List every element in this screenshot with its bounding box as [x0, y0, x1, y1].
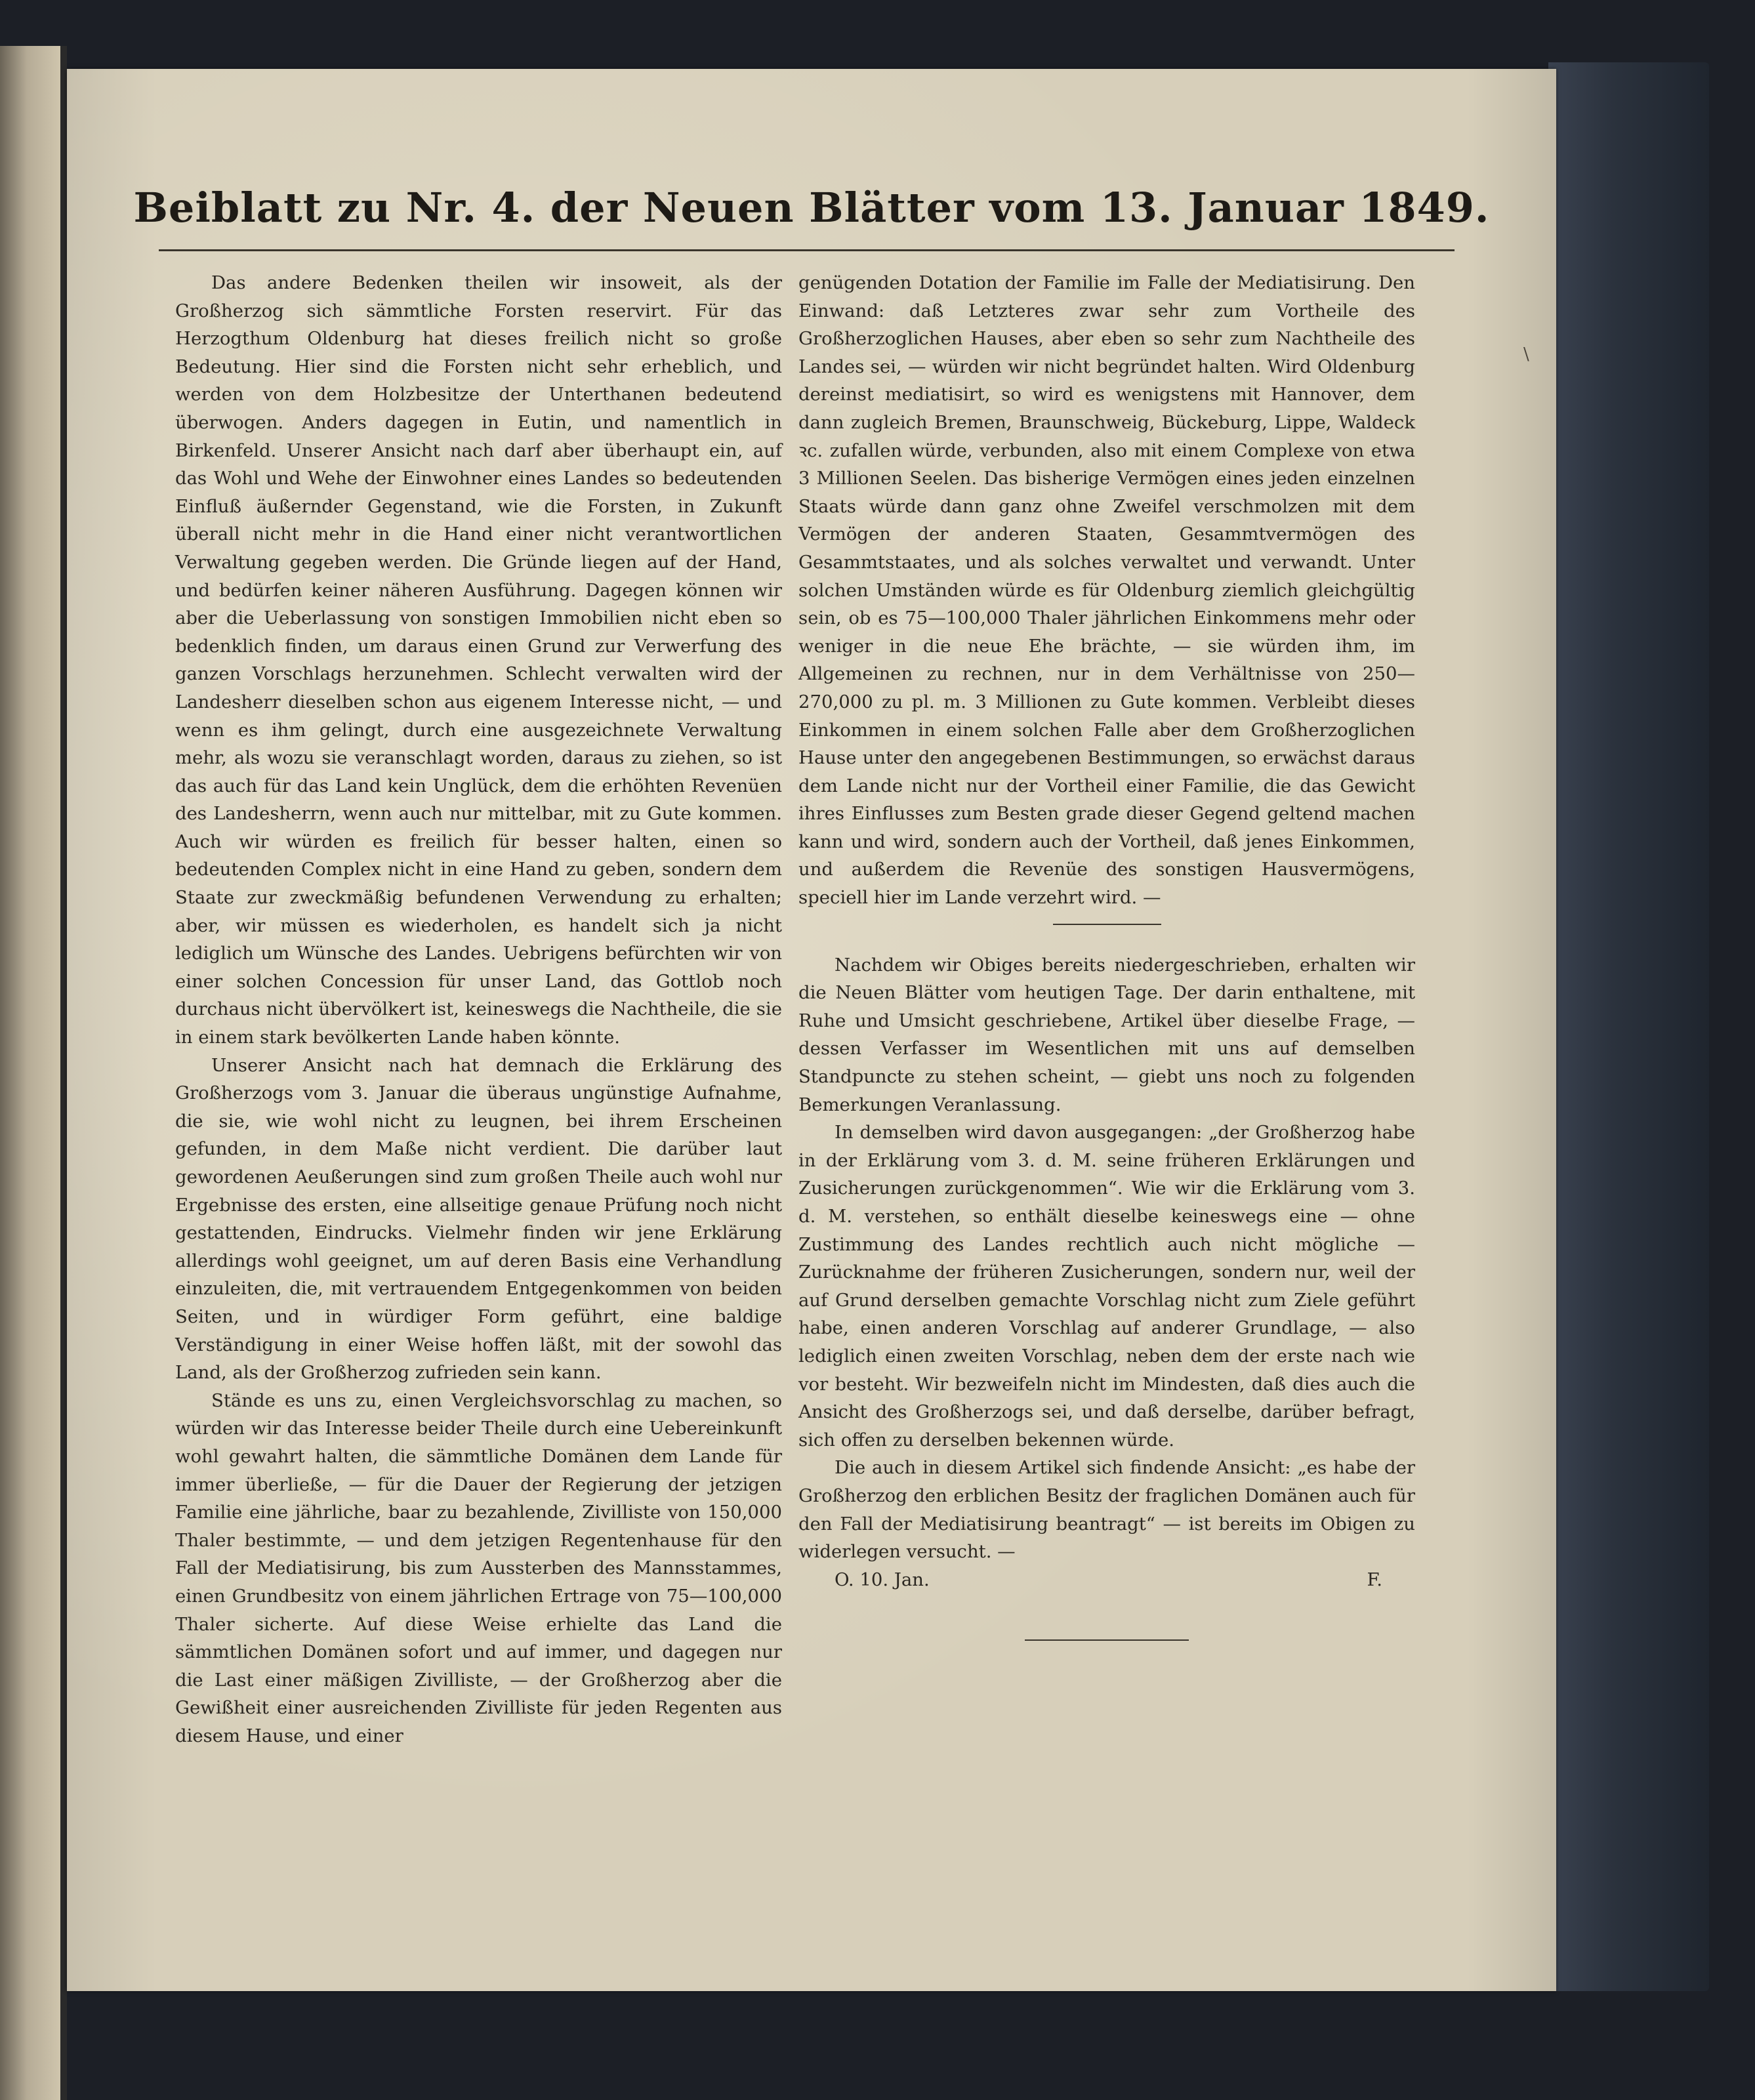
book-gutter [60, 46, 67, 2100]
paragraph: Nachdem wir Obiges bereits niedergeschrieben, erhalten wir die Neuen Blätter vom heutigen Tage. Der darin enthaltene, mit Ruhe und Umsicht geschriebene, Artikel über dieselbe Frage, — dessen Verfasser im Wesentlichen mit uns auf demselben Standpuncte zu stehen scheint, — giebt uns noch zu folgenden Bemerkungen Veranlassung. [798, 954, 1415, 1115]
signature-line [798, 1566, 1415, 1594]
section-divider [1053, 924, 1161, 925]
paragraph: Stände es uns zu, einen Vergleichsvorschlag zu machen, so würden wir das Interesse beider Theile durch eine Uebereinkunft wohl gewahrt halten, die sämmtliche Domänen dem Lande für immer überließe, — für die Dauer der Regierung der jetzigen Familie eine jährliche, baar zu bezahlende, Zivilliste von 150,000 Thaler bestimmte, — und dem jetzigen Regentenhause für den Fall der Mediatisirung, bis zum Aussterben des Mannsstammes, einen Grundbesitz von einem jährlichen Ertrage von 75—100,000 Thaler sicherte. Auf diese Weise erhielte das Land die sämmtlichen Domänen sofort und auf immer, und dagegen nur die Last einer mäßigen Zivilliste, — der Großherzog aber die Gewißheit einer ausreichenden Zivilliste für jeden Regenten aus diesem Hause, und einer [175, 1390, 782, 1746]
margin-mark: \ [1523, 344, 1529, 364]
dateline: O. 10. Jan. [835, 1569, 930, 1590]
paragraph: genügenden Dotation der Familie im Falle der Mediatisirung. Den Einwand: daß Letzteres zwar sehr zum Vortheile des Großherzoglichen Hauses, aber eben so sehr zum Nachtheile des Landes sei, — würden wir nicht begründet halten. Wird Oldenburg dereinst mediatisirt, so wird es wenigstens mit Hannover, dem dann zugleich Bremen, Braunschweig, Bückeburg, Lippe, Waldeck ꝛc. zufallen würde, verbunden, also mit einem Complexe von etwa 3 Millionen Seelen. Das bisherige Vermögen eines jeden einzelnen Staats würde dann ganz ohne Zweifel verschmolzen mit dem Vermögen der anderen Staaten, Gesammtvermögen des Gesammtstaates, und als solches verwaltet und verwandt. Unter solchen Umständen würde es für Oldenburg ziemlich gleichgültig sein, ob es 75—100,000 Thaler jährlichen Einkommens mehr oder weniger in die neue Ehe brächte, — sie würden ihm, im Allgemeinen zu rechnen, nur in dem Verhältnisse von 250—270,000 zu pl. m. 3 Millionen zu Gute kommen. Verbleibt dieses Einkommen in einem solchen Falle aber dem Großherzoglichen Hause unter den angegebenen Bestimmungen, so erwächst daraus dem Lande nicht nur der Vortheil einer Familie, die das Gewicht ihres Einflusses zum Besten grade dieser Gegend geltend machen kann und wird, sondern auch der Vortheil, daß jenes Einkommen, und außerdem die Revenüe des sonstigen Hausvermögens, speciell hier im Lande verzehrt wird. — [798, 272, 1415, 909]
newspaper-page [67, 69, 1556, 1991]
right-column [798, 269, 1415, 1641]
paragraph: Das andere Bedenken theilen wir insoweit, als der Großherzog sich sämmtliche Forsten reservirt. Für das Herzogthum Oldenburg hat dieses freilich nicht so große Bedeutung. Hier sind die Forsten nicht sehr erheblich, und werden von dem Holzbesitze der Unterthanen bedeutend überwogen. Anders dagegen in Eutin, und namentlich in Birkenfeld. Unserer Ansicht nach darf aber überhaupt ein, auf das Wohl und Wehe der Einwohner eines Landes so bedeutenden Einfluß äußernder Gegenstand, wie die Forsten, in Zukunft überall nicht mehr in die Hand einer nicht verantwortlichen Verwaltung gegeben werden. Die Gründe liegen auf der Hand, und bedürfen keiner näheren Ausführung. Dagegen können wir aber die Ueberlassung von sonstigen Immobilien nicht eben so bedenklich finden, um daraus einen Grund zur Verwerfung des ganzen Vorschlags herzunehmen. Schlecht verwalten wird der Landesherr dieselben schon aus eigenem Interesse nicht, — und wenn es ihm gelingt, durch eine ausgezeichnete Verwaltung mehr, als wozu sie veranschlagt worden, daraus zu ziehen, so ist das auch für das Land kein Unglück, dem die erhöhten Revenüen des Landesherrn, wenn auch nur mittelbar, mit zu Gute kommen. Auch wir würden es freilich für besser halten, einen so bedeutenden Complex nicht in eine Hand zu geben, sondern dem Staate zur zweckmäßig befundenen Verwendung zu erhalten; aber, wir müssen es wiederholen, es handelt sich ja nicht lediglich um Wünsche des Landes. Uebrigens befürchten wir von einer solchen Concession für unser Land, das Gottlob noch durchaus nicht übervölkert ist, keineswegs die Nachtheile, die sie in einem stark bevölkerten Lande haben könnte. [175, 272, 782, 1048]
facing-page-edge [0, 46, 60, 2100]
paragraph: In demselben wird davon ausgegangen: „der Großherzog habe in der Erklärung vom 3. d. M. seine früheren Erklärungen und Zusicherungen zurückgenommen“. Wie wir die Erklärung vom 3. d. M. verstehen, so enthält dieselbe keineswegs eine — ohne Zustimmung des Landes rechtlich auch nicht mögliche — Zurücknahme der früheren Zusicherungen, sondern nur, weil der auf Grund derselben gemachte Vorschlag nicht zum Ziele geführt habe, einen anderen Vorschlag auf anderer Grundlage, — also lediglich einen zweiten Vorschlag, neben dem der erste nach wie vor besteht. Wir bezweifeln nicht im Mindesten, daß dies auch die Ansicht des Großherzogs sei, und daß derselbe, darüber befragt, sich offen zu derselben bekennen würde. [798, 1122, 1415, 1451]
end-divider [1025, 1639, 1189, 1641]
signature: F. [1367, 1569, 1382, 1590]
page-headline: Beiblatt zu Nr. 4. der Neuen Blätter vom 13. Januar 1849. [133, 184, 1490, 232]
paragraph: Die auch in diesem Artikel sich findende Ansicht: „es habe der Großherzog den erblichen Besitz der fraglichen Domänen auch für den Fall der Mediatisirung beantragt“ — ist bereits im Obigen zu widerlegen versucht. — [798, 1457, 1415, 1563]
paragraph: Unserer Ansicht nach hat demnach die Erklärung des Großherzogs vom 3. Januar die überaus ungünstige Aufnahme, die sie, wie wohl nicht zu leugnen, bei ihrem Erscheinen gefunden, in dem Maße nicht verdient. Die darüber laut gewordenen Aeußerungen sind zum großen Theile auch wohl nur Ergebnisse des ersten, eine allseitige genaue Prüfung noch nicht gestattenden, Eindrucks. Vielmehr finden wir jene Erklärung allerdings wohl geeignet, um auf deren Basis eine Verhandlung einzuleiten, die, mit vertrauendem Entgegenkommen von beiden Seiten, und in würdiger Form geführt, eine baldige Verständigung in einer Weise hoffen läßt, mit der sowohl das Land, als der Großherzog zufrieden sein kann. [175, 1054, 782, 1384]
headline-rule [159, 249, 1455, 251]
book-cover [1548, 62, 1709, 1991]
left-column [175, 269, 782, 1750]
